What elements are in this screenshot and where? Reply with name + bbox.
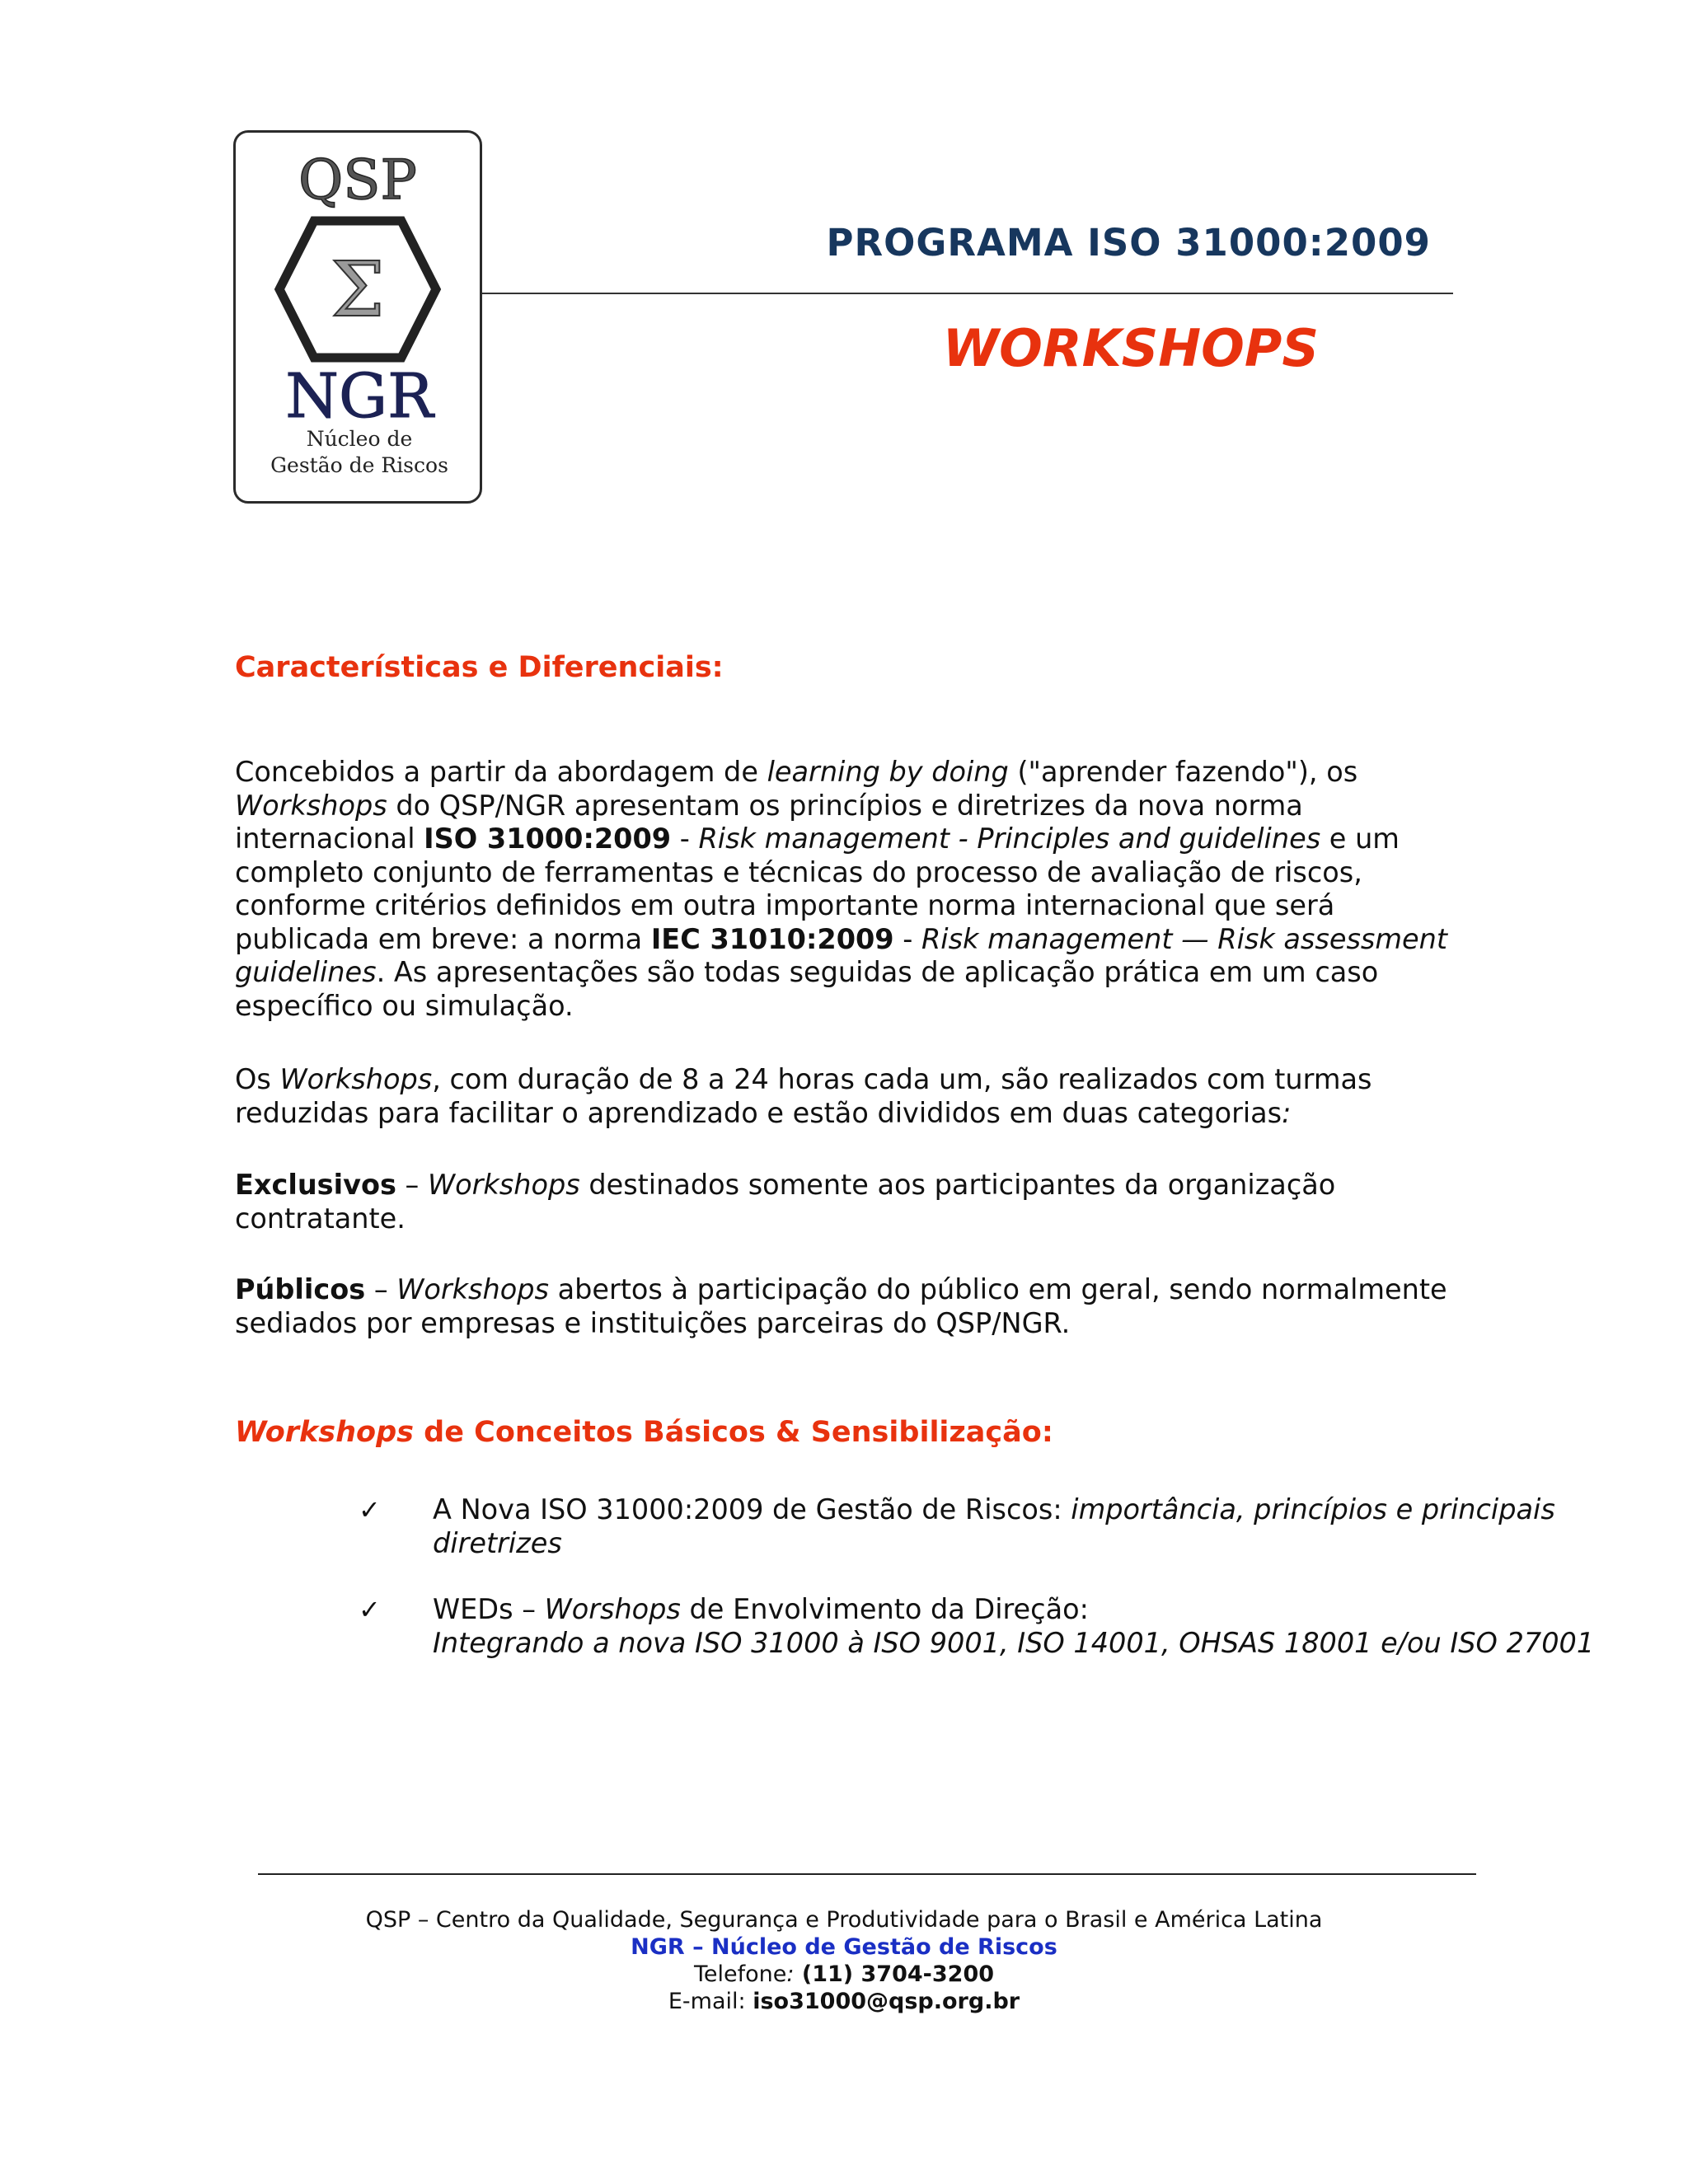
exclusive-paragraph: Exclusivos – Workshops destinados somente aos participantes da organização contratante. bbox=[235, 1169, 1336, 1235]
sigma-icon: Σ bbox=[331, 246, 385, 334]
footer-ngr-line: NGR – Núcleo de Gestão de Riscos bbox=[631, 1934, 1057, 1960]
intro-paragraph: Concebidos a partir da abordagem de learning by doing ("aprender fazendo"), os Workshops do QSP/NGR apresentam os princípios e diretrizes da nova norma internacional ISO 31000:2009 - Risk management - Principles and guidelines e um completo conjunto de ferramentas e técnicas do processo de avaliação de riscos, conforme critérios definidos em outra importante norma internacional que será publicada em breve: a norma IEC 31010:2009 - Risk management — Risk assessment guidelines. As apresentações são todas seguidas de aplicação prática em um caso específico ou simulação. bbox=[235, 756, 1447, 1022]
duration-paragraph: Os Workshops, com duração de 8 a 24 horas cada um, são realizados com turmas reduzidas para facilitar o aprendizado e estão divididos em duas categorias: bbox=[235, 1063, 1372, 1129]
page-title: WORKSHOPS bbox=[942, 318, 1319, 378]
logo-ngr-text: NGR bbox=[285, 361, 434, 432]
footer-phone-line: Telefone: (11) 3704-3200 bbox=[693, 1961, 995, 1987]
footer-email-line: E-mail: iso31000@qsp.org.br bbox=[668, 1989, 1020, 2014]
checkmark-icon: ✓ bbox=[359, 1494, 381, 1526]
email-link[interactable]: iso31000@qsp.org.br bbox=[753, 1989, 1020, 2014]
list-item: ✓ A Nova ISO 31000:2009 de Gestão de Riscos: importância, princípios e principais diretrizes bbox=[359, 1493, 1555, 1559]
header-divider bbox=[482, 293, 1453, 294]
section-heading-workshops: Workshops de Conceitos Básicos & Sensibilização: bbox=[235, 1416, 1053, 1449]
logo-subtitle-line2: Gestão de Riscos bbox=[270, 453, 448, 477]
logo-qsp-text: QSP bbox=[298, 148, 417, 212]
public-paragraph: Públicos – Workshops abertos à participação do público em geral, sendo normalmente sediados por empresas e instituições parceiras do QSP/NGR. bbox=[235, 1273, 1447, 1339]
program-title: PROGRAMA ISO 31000:2009 bbox=[826, 221, 1431, 265]
qsp-ngr-logo bbox=[233, 130, 482, 504]
section-heading-characteristics: Características e Diferenciais: bbox=[235, 651, 724, 684]
footer-divider bbox=[258, 1873, 1476, 1875]
logo-subtitle-line1: Núcleo de bbox=[306, 427, 413, 451]
list-item: ✓ WEDs – Worshops de Envolvimento da Direção: Integrando a nova ISO 31000 à ISO 9001, ISO 14001, OHSAS 18001 e/ou ISO 27001 bbox=[359, 1593, 1595, 1659]
footer-org-line: QSP – Centro da Qualidade, Segurança e Produtividade para o Brasil e América Latina bbox=[365, 1907, 1323, 1933]
workshop-list bbox=[235, 1493, 1595, 1693]
checkmark-icon: ✓ bbox=[359, 1594, 381, 1625]
footer bbox=[0, 1906, 1688, 2015]
